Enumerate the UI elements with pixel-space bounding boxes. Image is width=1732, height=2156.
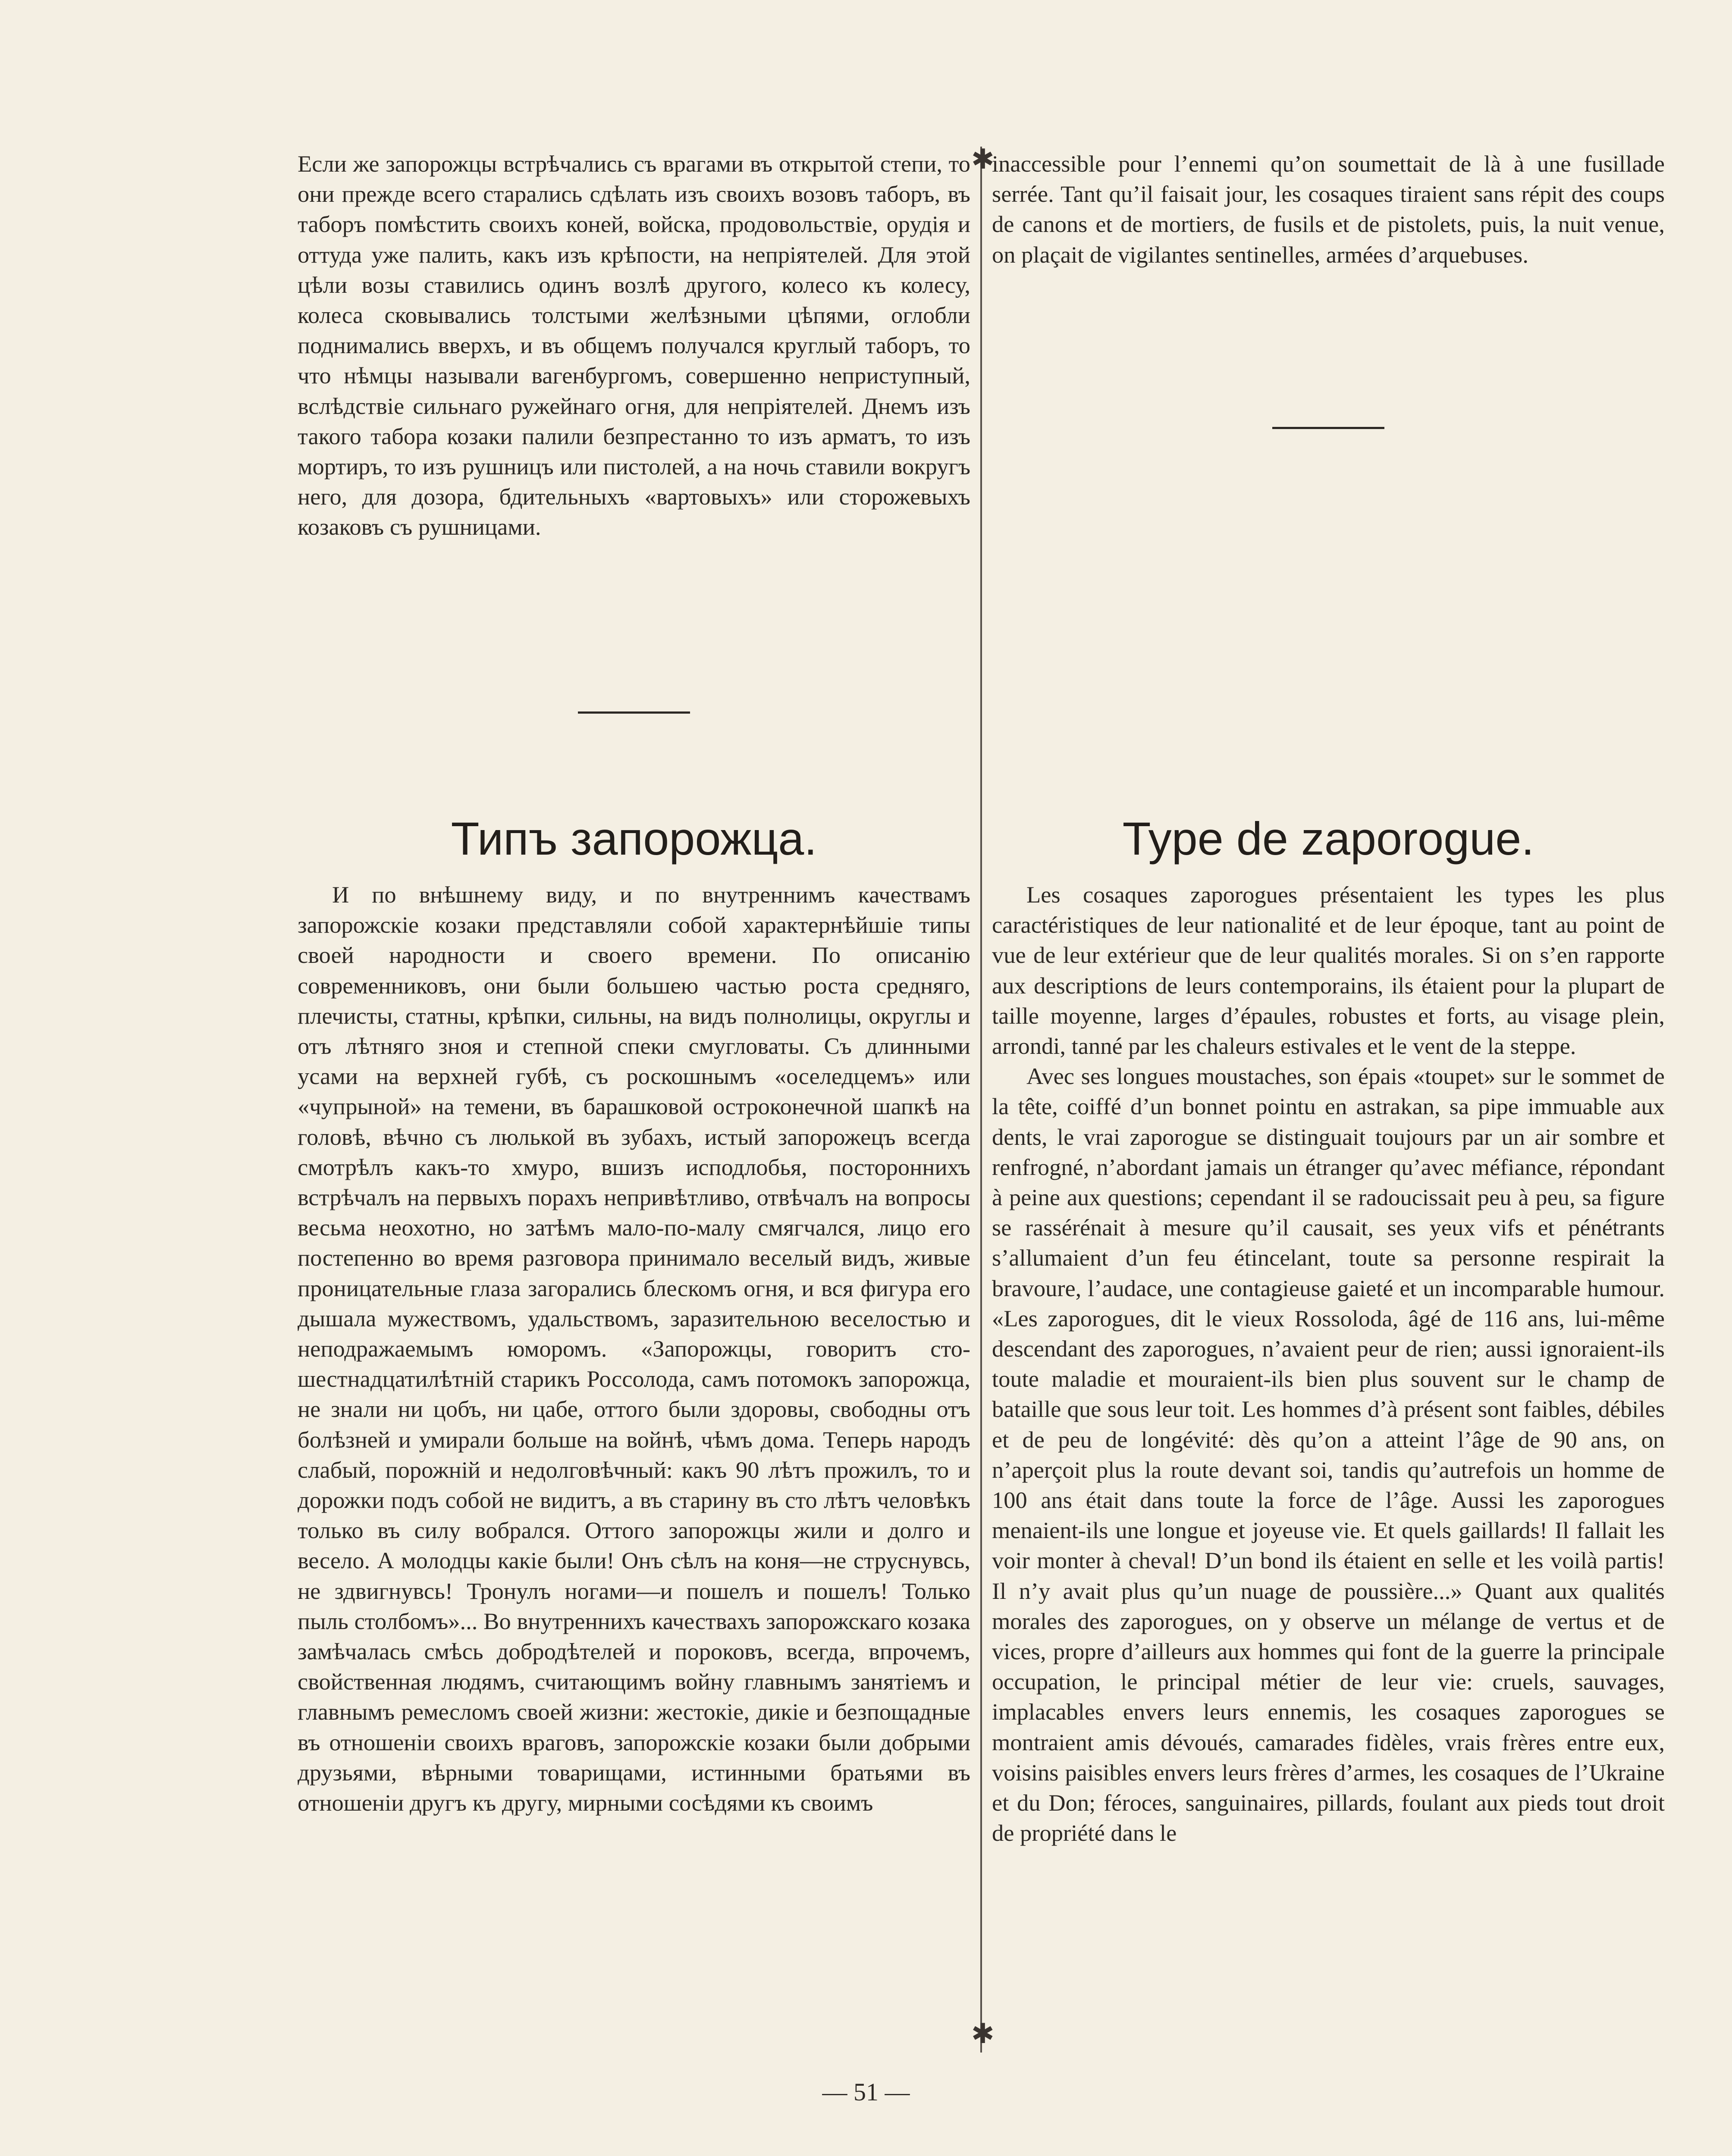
russian-intro-column xyxy=(298,149,970,666)
french-intro-paragraph: inaccessible pour l’ennemi qu’on soumettait de là à une fusillade serrée. Tant qu’il faisait jour, les cosaques tiraient sans répit des coups de canons et de mortiers, de fusils et de pistolets, puis, la nuit venue, on plaçait de vigilantes sentinelles, armées d’arquebuses. xyxy=(992,150,1665,268)
russian-intro-paragraph: Если же запорожцы встрѣчались съ врагами въ открытой степи, то они прежде всего старались сдѣлать изъ своихъ возовъ таборъ, въ таборъ помѣстить своихъ коней, войска, продовольствіе, орудія и оттуда уже палить, какъ изъ крѣпости, на непріятелей. Для этой цѣли возы ставились одинъ возлѣ другого, колесо къ колесу, колеса сковывались толстыми желѣзными цѣпями, оглобли поднимались вверхъ, и въ общемъ получался круглый таборъ, то что нѣмцы называли вагенбургомъ, совершенно неприступный, вслѣдствіе сильнаго ружейнаго огня, для непріятелей. Днемъ изъ такого табора козаки палили безпрестанно то изъ арматъ, то изъ мортиръ, то изъ рушницъ или пистолей, а на ночь ставили вокругъ него, для дозора, бдительныхъ «вартовыхъ» или сторожевыхъ козаковъ съ рушницами. xyxy=(298,150,970,540)
french-section-heading: Type de zaporogue. xyxy=(1122,812,1534,865)
french-intro-column xyxy=(992,149,1665,313)
divider-star-bottom: ✱ xyxy=(971,2018,995,2049)
french-section-rule xyxy=(1272,427,1384,429)
french-body-column xyxy=(992,880,1665,2053)
russian-section-rule xyxy=(578,711,690,714)
divider-star-top: ✱ xyxy=(971,144,995,175)
russian-section-heading: Типъ запорожца. xyxy=(451,812,817,865)
russian-body-column xyxy=(298,880,970,2053)
french-body-paragraph-1: Les cosaques zaporogues présentaient les types les plus caractéristiques de leur nationalité et de leur époque, tant au point de vue de leur extérieur que de leur qualités morales. Si on s’en rapporte aux descriptions de leurs contemporains, ils étaient pour la plupart de taille moyenne, larges d’épaules, robustes et forts, au visage plein, arrondi, tanné par les chaleurs estivales et le vent de la steppe. xyxy=(992,881,1665,1059)
french-body-paragraph-2: Avec ses longues moustaches, son épais «toupet» sur le sommet de la tête, coiffé d’un bonnet pointu en astrakan, sa pipe immuable aux dents, le vrai zaporogue se distinguait toujours par un air sombre et renfrogné, n’abordant jamais un étranger qu’avec méfiance, répondant à peine aux questions; cependant il se radoucissait peu à peu, sa figure se rassérénait à mesure qu’il causait, ses yeux vifs et pénétrants s’allumaient d’un feu étincelant, toute sa personne respirait la bravoure, l’audace, une contagieuse gaieté et un incomparable humour. «Les zaporogues, dit le vieux Rossoloda, âgé de 116 ans, lui-même descendant des zaporogues, n’avaient peur de rien; aussi ignoraient-ils toute maladie et mouraient-ils bien plus souvent sur le champ de bataille que sous leur toit. Les hommes d’à présent sont faibles, débiles et de peu de longévité: dès qu’on a atteint l’âge de 90 ans, on n’aperçoit plus la route devant soi, tandis qu’autrefois un homme de 100 ans était dans toute la force de l’âge. Aussi les zaporogues menaient-ils une longue et joyeuse vie. Et quels gaillards! Il fallait les voir monter à cheval! D’un bond ils étaient en selle et les voilà partis! Il n’y avait plus qu’un nuage de poussière...» Quant aux qualités morales des zaporogues, on y observe un mélange de vertus et de vices, propre d’ailleurs aux hommes qui font de la guerre la principale occupation, le principal métier de leur vie: cruels, sauvages, implacables envers leurs ennemis, les cosaques zaporogues se montraient amis dévoués, camarades fidèles, vrais frères entre eux, voisins paisibles envers leurs frères d’armes, les cosaques de l’Ukraine et du Don; féroces, sanguinaires, pillards, foulant aux pieds tout droit de propriété dans le xyxy=(992,1063,1665,1846)
page-number: — 51 — xyxy=(822,2078,910,2106)
column-divider xyxy=(980,147,982,2053)
russian-body-paragraph: И по внѣшнему виду, и по внутреннимъ качествамъ запорожскіе козаки представляли собой характернѣйшіе типы своей народности и своего времени. По описанію современниковъ, они были большею частью роста средняго, плечисты, статны, крѣпки, сильны, на видъ полнолицы, округлы и отъ лѣтняго зноя и степной спеки смугловаты. Съ длинными усами на верхней губѣ, съ роскошнымъ «оселедцемъ» или «чупрыной» на темени, въ барашковой остроконечной шапкѣ на головѣ, вѣчно съ люлькой въ зубахъ, истый запорожецъ всегда смотрѣлъ какъ-то хмуро, вшизъ исподлобья, постороннихъ встрѣчалъ на первыхъ порахъ непривѣтливо, отвѣчалъ на вопросы весьма неохотно, но затѣмъ мало-по-малу смягчался, лицо его постепенно во время разговора принимало веселый видъ, живые проницательные глаза загорались блескомъ огня, и вся фигура его дышала мужествомъ, удальствомъ, заразительною веселостью и неподражаемымъ юморомъ. «Запорожцы, говоритъ сто-шестнадцатилѣтній старикъ Россолода, самъ потомокъ запорожца, не знали ни цобъ, ни цабе, оттого были здоровы, свободны отъ болѣзней и умирали больше на войнѣ, чѣмъ дома. Теперь народъ слабый, порожній и недолговѣчный: какъ 90 лѣтъ прожилъ, то и дорожки подъ собой не видитъ, а въ старину въ сто лѣтъ человѣкъ только въ силу вобрался. Оттого запорожцы жили и долго и весело. А молодцы какіе были! Онъ сѣлъ на коня—не струснувсь, не здвигнувсь! Тронулъ ногами—и пошелъ и пошелъ! Только пыль столбомъ»... Во внутреннихъ качествахъ запорожскаго козака замѣчалась смѣсь добродѣтелей и пороковъ, всегда, впрочемъ, свойственная людямъ, считающимъ войну главнымъ занятіемъ и главнымъ ремесломъ своей жизни: жестокіе, дикіе и безпощадные въ отношеніи своихъ враговъ, запорожскіе козаки были добрыми друзьями, вѣрными товарищами, истинными братьями въ отношеніи другъ къ другу, мирными сосѣдями къ своимъ xyxy=(298,881,970,1816)
